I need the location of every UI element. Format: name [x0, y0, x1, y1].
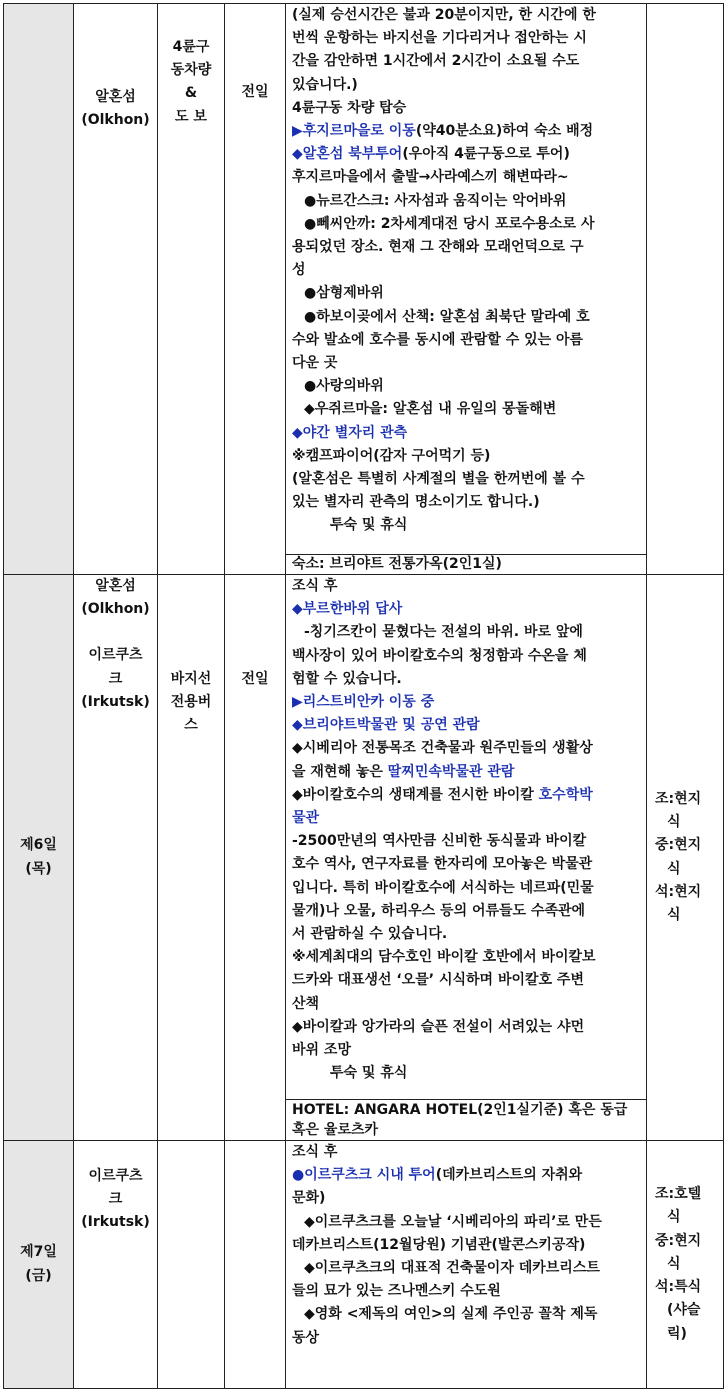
place-name: 크 [108, 670, 123, 687]
schedule-line: 바위 조망 [292, 1042, 351, 1059]
transport-line: 4륜구 [172, 39, 210, 55]
time-cell: 전일 [225, 575, 286, 1141]
highlight-text: 딸찌민속박물관 관람 [387, 763, 515, 780]
meal-line: 식 [667, 1209, 681, 1226]
meal-line: 조:호텔 [655, 1186, 702, 1203]
highlight-text: ◆알혼섬 북부투어 [292, 146, 403, 163]
schedule-line: 있습니다.) [292, 76, 358, 93]
schedule-line: 조식 후 [292, 1144, 338, 1160]
schedule-text: (약40분소요)하여 숙소 배정 [415, 123, 594, 140]
schedule-line: ◆시베리아 전통목조 건축물과 원주민들의 생활상 [292, 740, 593, 757]
schedule-line: 용되었던 장소. 현재 그 잔해와 모래언덕으로 구 [292, 239, 584, 256]
schedule-line: ※세계최대의 담수호인 바이칼 호반에서 바이칼보 [292, 949, 596, 966]
highlight-line: 물관 [292, 810, 320, 827]
lodging-line: HOTEL: ANGARA HOTEL(2인1실기준) 혹은 동급 [292, 1102, 628, 1118]
schedule-line: 서 관람하실 수 있습니다. [292, 926, 448, 943]
day-cell-empty [4, 4, 74, 575]
schedule-line: ●뻬씨안까: 2차세계대전 당시 포로수용소로 사 [304, 215, 595, 232]
schedule-line: 투숙 및 휴식 [330, 1065, 408, 1082]
schedule-line: 성 [292, 262, 306, 279]
schedule-line: 4륜구동 차량 탑승 [292, 99, 407, 116]
schedule-line [292, 143, 640, 166]
schedule-line: 투숙 및 휴식 [330, 517, 408, 534]
transport-cell [158, 575, 225, 1141]
meal-cell [647, 575, 724, 1141]
schedule-line [292, 784, 640, 807]
spacer [74, 621, 157, 644]
schedule-text: (우아직 4륜구동으로 투어) [402, 146, 570, 163]
highlight-text: ▶후지르마을로 이동 [292, 123, 416, 140]
time-cell-empty [225, 1141, 286, 1389]
place-name-en: (Irkutsk) [81, 693, 150, 710]
schedule-line: ◆이르쿠츠크를 오늘날 ‘시베리아의 파리’로 만든 [304, 1213, 602, 1230]
weekday-label: (목) [25, 860, 52, 877]
meal-line: 석:현지 [655, 883, 702, 900]
schedule-line: ◆이르쿠츠크의 대표적 건축물이자 데카브리스트 [304, 1260, 600, 1277]
place-cell [74, 575, 158, 1141]
meal-line: 릭) [667, 1325, 687, 1342]
highlight-line: ◆야간 별자리 관측 [292, 424, 408, 441]
schedule-line: 물개)나 오물, 하리우스 등의 어류들도 수족관에 [292, 902, 586, 919]
place-cell [74, 4, 158, 575]
place-name: 크 [108, 1191, 123, 1208]
meal-line: 조:현지 [655, 790, 702, 807]
schedule-cell [286, 1141, 647, 1389]
schedule-line: ※캠프파이어(감자 구어먹기 등) [292, 447, 491, 464]
schedule-line: 문화) [292, 1190, 326, 1207]
schedule-line: 번씩 운항하는 바지선을 기다리거나 접안하는 시 [292, 30, 587, 47]
itinerary-row-day6 [4, 575, 724, 1100]
lodging-cell: 숙소: 브리야트 전통가옥(2인1실) [286, 555, 647, 575]
place-name-en: (Olkhon) [81, 601, 150, 618]
transport-cell-empty [158, 1141, 225, 1389]
transport-line: 도 보 [175, 108, 207, 125]
schedule-line: ●하보이곶에서 산책: 알혼섬 최북단 말라예 호 [304, 308, 590, 325]
highlight-line: ▶리스트비안카 이동 중 [292, 694, 435, 711]
lodging-cell [286, 1100, 647, 1141]
schedule-line: (실제 승선시간은 불과 20분이지만, 한 시간에 한 [292, 7, 596, 23]
transport-line: 스 [184, 717, 198, 734]
schedule-line [292, 1164, 640, 1187]
transport-line: & [184, 85, 198, 102]
meal-cell-empty [647, 4, 724, 575]
meal-line: 식 [667, 814, 681, 831]
transport-line: 전용버 [170, 694, 212, 711]
meal-line: 석:특식 [655, 1279, 702, 1296]
schedule-line: 동상 [292, 1329, 320, 1346]
schedule-line: 조식 후 [292, 578, 338, 594]
day-label: 제6일 [20, 837, 57, 854]
day-label: 제7일 [20, 1244, 57, 1261]
schedule-line: 데카브리스트(12월당원) 기념관(발콘스키공작) [292, 1236, 586, 1253]
schedule-line: 백사장이 있어 바이칼호수의 청정함과 수온을 체 [292, 647, 587, 664]
lodging-line: 혹은 율로츠카 [292, 1122, 379, 1138]
schedule-line: 간을 감안하면 1시간에서 2시간이 소요될 수도 [292, 53, 580, 70]
highlight-line: ◆브리야트박물관 및 공연 관람 [292, 717, 480, 734]
highlight-text: 호수학박 [538, 786, 593, 803]
schedule-line: ●사랑의바위 [304, 378, 384, 395]
schedule-line: ◆바이칼과 앙가라의 슬픈 전설이 서려있는 샤먼 [292, 1018, 585, 1035]
schedule-line: ◆우쥐르마을: 알혼섬 내 유일의 몽돌해변 [304, 401, 557, 418]
schedule-line: 다운 곳 [292, 355, 338, 372]
schedule-line: 있는 별자리 관측의 명소이기도 합니다.) [292, 494, 540, 511]
schedule-line: (알혼섬은 특별히 사계절의 별을 한꺼번에 볼 수 [292, 471, 585, 488]
place-name-en: (Irkutsk) [81, 1214, 150, 1231]
schedule-line [292, 120, 640, 143]
schedule-cell [286, 4, 647, 555]
highlight-text: ●이르쿠츠크 시내 투어 [292, 1167, 436, 1184]
schedule-text: ◆바이칼호수의 생태계를 전시한 바이칼 [292, 786, 539, 803]
schedule-cell [286, 575, 647, 1100]
schedule-text: (데카브리스트의 자취와 [435, 1167, 583, 1184]
place-cell [74, 1141, 158, 1389]
schedule-line: 드카와 대표생선 ‘오믈’ 시식하며 바이칼호 주변 [292, 972, 584, 989]
meal-line: 식 [667, 860, 681, 877]
itinerary-row-day7 [4, 1141, 724, 1389]
highlight-line: ◆부르한바위 답사 [292, 601, 403, 618]
weekday-label: (금) [25, 1267, 52, 1284]
schedule-line: ●뉴르간스크: 사자섬과 움직이는 악어바위 [304, 192, 567, 209]
day-cell-day7 [4, 1141, 74, 1389]
schedule-text: 을 재현해 놓은 [292, 763, 388, 780]
schedule-line: -2500만년의 역사만큼 신비한 동식물과 바이칼 [292, 833, 587, 850]
schedule-line: ●삼형제바위 [304, 285, 384, 302]
time-cell: 전일 [225, 4, 286, 575]
schedule-line: ◆영화 <제독의 여인>의 실제 주인공 꼴착 제독 [304, 1306, 598, 1323]
transport-cell [158, 4, 225, 575]
schedule-line: 산책 [292, 995, 320, 1012]
day-cell-day6 [4, 575, 74, 1141]
schedule-line [292, 761, 640, 784]
meal-line: 식 [667, 1255, 681, 1272]
meal-cell [647, 1141, 724, 1389]
schedule-line: 들의 묘가 있는 즈나멘스키 수도원 [292, 1283, 501, 1300]
meal-line: 식 [667, 906, 681, 923]
schedule-line: 수와 발쇼에 호수를 동시에 관람할 수 있는 아름 [292, 331, 584, 348]
schedule-line: 험할 수 있습니다. [292, 670, 402, 687]
itinerary-row-olkhon [4, 4, 724, 555]
transport-line: 바지선 [170, 671, 212, 687]
transport-line: 동차량 [170, 62, 212, 79]
schedule-line: 입니다. 특히 바이칼호수에 서식하는 네르파(민물 [292, 879, 594, 896]
schedule-line: 호수 역사, 연구자료를 한자리에 모아놓은 박물관 [292, 856, 593, 873]
meal-line: 중:현지 [655, 1232, 702, 1249]
itinerary-table [3, 3, 724, 1389]
place-name: 알혼섬 [95, 578, 136, 594]
place-name: 알혼섬 [95, 89, 136, 105]
schedule-line: -칭기즈칸이 묻혔다는 전설의 바위. 바로 앞에 [304, 624, 583, 641]
meal-line: 중:현지 [655, 837, 702, 854]
place-name: 이르쿠츠 [88, 1168, 143, 1184]
place-name-en: (Olkhon) [81, 112, 150, 129]
schedule-line: 후지르마을에서 출발→사라예스끼 해변따라~ [292, 169, 569, 186]
place-name: 이르쿠츠 [88, 647, 143, 664]
meal-line: (샤슬 [667, 1302, 701, 1319]
